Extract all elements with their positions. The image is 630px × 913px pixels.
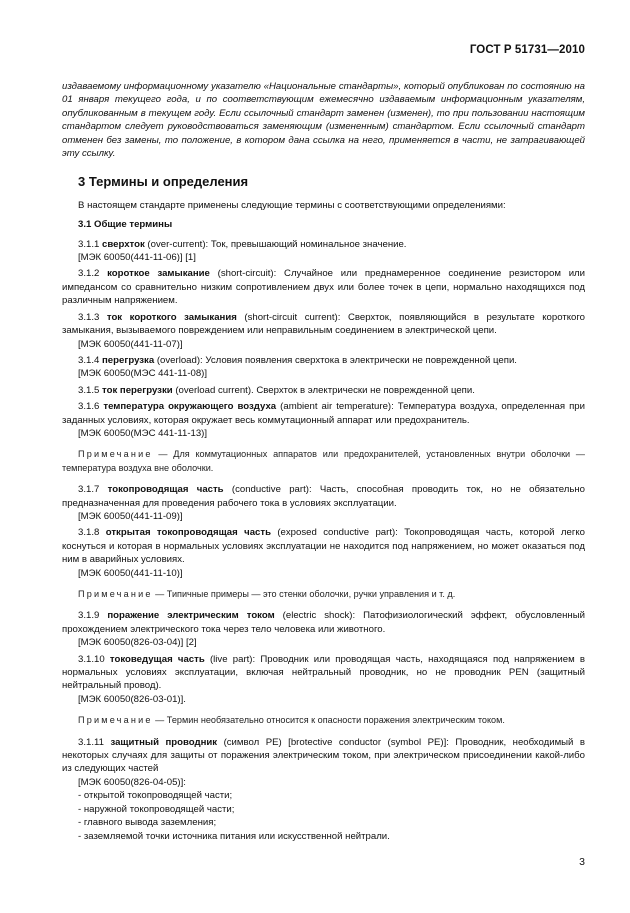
term-reference: [МЭК 60050(826-03-04)] [2] bbox=[78, 637, 197, 649]
list-item: - заземляемой точки источника питания или искусственной нейтрали. bbox=[78, 830, 390, 842]
term-name: ток перегрузки bbox=[102, 384, 173, 396]
term-name: перегрузка bbox=[102, 354, 155, 366]
term-name: токопроводящая часть bbox=[107, 484, 224, 496]
note: Примечание — Термин необязательно относится к опасности поражения электрическим током. bbox=[78, 715, 505, 726]
term-entry: 3.1.3 ток короткого замыкания (short-circuit current): Сверхток, появляющийся в результате короткого замыкания, вызываемого повреждением или неправильным соединением в электрической цепи. bbox=[62, 311, 585, 337]
note-label: Примечание bbox=[78, 715, 153, 726]
term-name: токоведущая часть bbox=[109, 653, 205, 665]
term-entry: 3.1.4 перегрузка (overload): Условия появления сверхтока в электрически не поврежденной цепи. bbox=[78, 354, 517, 366]
term-reference: [МЭК 60050(441-11-06)] [1] bbox=[78, 252, 196, 264]
list-item: - открытой токопроводящей части; bbox=[78, 790, 233, 802]
subsection-title: 3.1 Общие термины bbox=[78, 219, 173, 231]
term-name: короткое замыкание bbox=[107, 268, 210, 280]
term-entry: 3.1.11 защитный проводник (символ PE) [brotective conductor (symbol PE)]: Проводник, необходимый в некоторых случаях для защиты от поражения электрическим током, при электрическом присоединении какой-либо из следующих частей bbox=[62, 736, 585, 775]
intro-paragraph: издаваемому информационному указателю «Национальные стандарты», который опубликован по состоянию на 01 января текущего года, и по соответствующим ежемесячно издаваемым информационным указателям, опубликованным в текущем году. Если ссылочный стандарт заменен (изменен), то при пользовании настоящим стандартом следует руководствоваться заменяющим (измененным) стандартом. Если ссылочный стандарт отменен без замены, то положение, в котором дана ссылка на него, применяется в части, не затрагивающей эту ссылку. bbox=[62, 81, 585, 160]
term-reference: [МЭК 60050(441-11-10)] bbox=[78, 567, 183, 579]
term-name: температура окружающего воздуха bbox=[103, 401, 277, 413]
term-reference: [МЭК 60050(826-04-05)]: bbox=[78, 776, 186, 788]
term-entry: 3.1.2 короткое замыкание (short-circuit): Случайное или преднамеренное соединение резистором или импедансом со сравнительно низким сопротивлением двух или более точек в цепи, нормально находящихся под различным напряжением. bbox=[62, 268, 586, 307]
note-label: Примечание bbox=[78, 449, 153, 460]
term-entry: 3.1.9 поражение электрическим током (electric shock): Патофизиологический эффект, обусловленный прохождением электрического тока через тело человека или животного. bbox=[62, 610, 585, 635]
term-entry: 3.1.8 открытая токопроводящая часть (exposed conductive part): Токопроводящая часть, которой легко коснуться и которая в нормальных условиях эксплуатации не находится под напряжением, но может оказаться под ним в аварийных условиях. bbox=[62, 527, 585, 566]
term-reference: [МЭК 60050(МЭС 441-11-08)] bbox=[78, 368, 208, 380]
document-id: ГОСТ Р 51731—2010 bbox=[469, 44, 585, 56]
term-name: защитный проводник bbox=[110, 736, 218, 748]
section-title: 3 Термины и определения bbox=[78, 174, 249, 190]
note: Примечание — Для коммутационных аппаратов или предохранителей, установленных внутри оболочки — температура воздуха вне оболочки. bbox=[62, 449, 585, 473]
term-entry: 3.1.5 ток перегрузки (overload current). Сверхток в электрически не поврежденной цепи. bbox=[78, 384, 475, 396]
term-entry: 3.1.6 температура окружающего воздуха (ambient air temperature): Температура воздуха, определенная при заданных условиях, которая окружает весь коммутационный аппарат или предохранитель. bbox=[62, 401, 585, 426]
list-item: - главного вывода заземления; bbox=[78, 817, 217, 829]
term-name: сверхток bbox=[102, 238, 145, 250]
note: Примечание — Типичные примеры — это стенки оболочки, ручки управления и т. д. bbox=[78, 589, 456, 599]
note-label: Примечание bbox=[78, 589, 153, 599]
term-entry: 3.1.1 сверхток (over-current): Ток, превышающий номинальное значение. bbox=[78, 238, 407, 250]
term-reference: [МЭК 60050(441-11-09)] bbox=[78, 510, 183, 522]
page-content bbox=[62, 80, 585, 843]
term-reference: [МЭК 60050(826-03-01)]. bbox=[78, 693, 186, 705]
term-entry: 3.1.10 токоведущая часть (live part): Проводник или проводящая часть, находящаяся под напряжением в нормальных условиях эксплуатации, включая нейтральный проводник, но не проводник PEN (защитный нейтральный провод). bbox=[62, 653, 586, 692]
list-item: - наружной токопроводящей части; bbox=[78, 803, 235, 815]
term-name: ток короткого замыкания bbox=[106, 311, 237, 323]
term-name: поражение электрическим током bbox=[107, 610, 275, 622]
term-name: открытая токопроводящая часть bbox=[105, 527, 271, 539]
section-lead: В настоящем стандарте применены следующие термины с соответствующими определениями: bbox=[78, 199, 506, 211]
term-reference: [МЭК 60050(441-11-07)] bbox=[78, 338, 183, 350]
page-number: 3 bbox=[579, 856, 585, 868]
term-entry: 3.1.7 токопроводящая часть (conductive part): Часть, способная проводить ток, но не обязательно предназначенная для проведения рабочего тока в условиях эксплуатации. bbox=[62, 484, 586, 509]
term-reference: [МЭК 60050(МЭС 441-11-13)] bbox=[78, 427, 208, 439]
